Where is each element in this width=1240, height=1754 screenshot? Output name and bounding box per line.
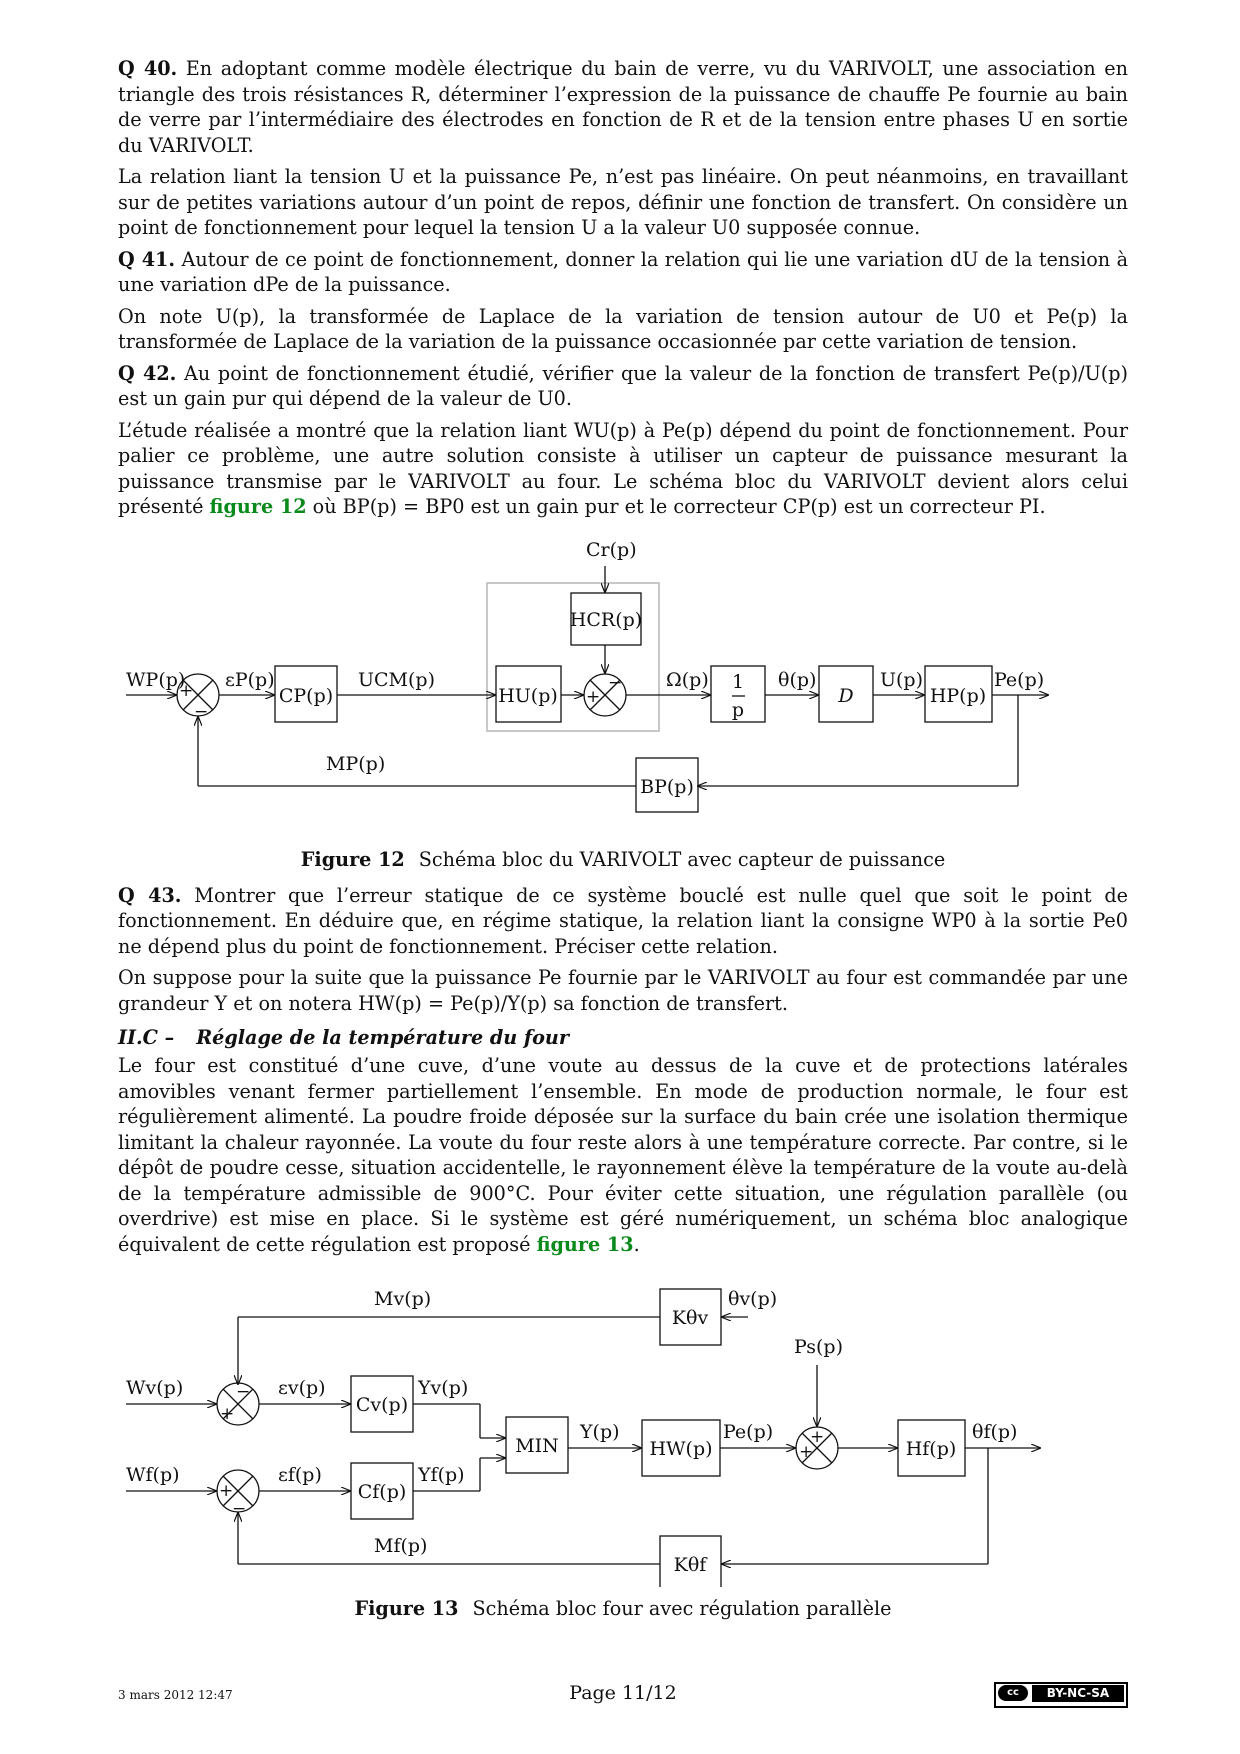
question-label: Q 41. xyxy=(118,247,176,271)
block-min-label: MIN xyxy=(515,1435,559,1457)
figure-12-link[interactable]: figure 12 xyxy=(209,495,307,518)
sum-minus-sign: − xyxy=(194,701,209,722)
question-41 xyxy=(118,247,1128,298)
signal-mf: Mf(p) xyxy=(374,1535,428,1557)
signal-ucm: UCM(p) xyxy=(358,668,435,691)
paragraph-hw-transfer: On suppose pour la suite que la puissance Pe fournie par le VARIVOLT au four est commandée par une grandeur Y et on notera HW(p) = Pe(p)/Y(p) sa fonction de transfert. xyxy=(118,966,1128,1015)
page-footer xyxy=(118,1682,1128,1712)
paragraph-text: . xyxy=(633,1232,640,1256)
signal-yv: Yv(p) xyxy=(418,1377,469,1399)
paragraph-text: L’étude réalisée a montré que la relation liant WU(p) à Pe(p) dépend du point de fonctionnement. Pour palier ce problème, une autre solution consiste à utiliser un capteur de puissance mesurant la puissance transmise par le VARIVOLT au four. Le schéma bloc du VARIVOLT devient alors celui présenté xyxy=(118,418,1128,518)
paragraph-laplace: On note U(p), la transformée de Laplace de la variation de tension autour de U0 et Pe(p) la transformée de Laplace de la variation de la puissance occasionnée par cette variation de tension. xyxy=(118,304,1128,353)
signal-cr: Cr(p) xyxy=(586,538,637,561)
paragraph-text: Le four est constitué d’une cuve, d’une voute au dessus de la cuve et de protections latérales amovibles venant fermer partiellement l’ensemble. En mode de production normale, le four est régulièrement alimenté. La poudre froide déposée sur la surface du bain crée une isolation thermique limitant la chaleur rayonnée. La voute du four reste alors à une température correcte. Par contre, si le dépôt de poudre cesse, situation accidentelle, le rayonnement élève la température de la voute au-delà de la température admissible de 900°C. Pour éviter cette situation, une régulation parallèle (ou overdrive) est mise en place. Si le système est géré numériquement, un schéma bloc analogique équivalent de cette régulation est proposé xyxy=(118,1054,1128,1256)
figure-12-caption xyxy=(118,848,1128,871)
question-40 xyxy=(118,56,1128,158)
section-title: Réglage de la température du four xyxy=(196,1026,569,1049)
paragraph-power-sensor xyxy=(118,418,1128,520)
figure-12-block-diagram xyxy=(118,538,1128,838)
signal-theta-v: θv(p) xyxy=(728,1288,778,1310)
block-k-theta-f-label: Kθf xyxy=(673,1554,707,1576)
block-hf-label: Hf(p) xyxy=(905,1438,957,1460)
sum-minus-sign: − xyxy=(608,672,623,693)
document-page xyxy=(118,56,1128,1632)
signal-u: U(p) xyxy=(880,668,924,691)
question-42 xyxy=(118,361,1128,412)
signal-yf: Yf(p) xyxy=(418,1464,465,1486)
figure-13-caption xyxy=(118,1597,1128,1620)
question-label: Q 42. xyxy=(118,361,177,385)
signal-omega: Ω(p) xyxy=(666,668,709,691)
question-text: Montrer que l’erreur statique de ce système bouclé est nulle quel que soit le point de fonctionnement. En déduire que, en régime statique, la relation liant la consigne WP0 à la sortie Pe0 ne dépend plus du point de fonctionnement. Préciser cette relation. xyxy=(118,883,1128,958)
caption-text: Schéma bloc four avec régulation parallèle xyxy=(472,1597,892,1620)
signal-ep: εP(p) xyxy=(225,668,275,691)
caption-label: Figure 13 xyxy=(354,1597,459,1620)
signal-pe: Pe(p) xyxy=(994,668,1045,691)
block-integrator-num: 1 xyxy=(731,670,745,693)
caption-text: Schéma bloc du VARIVOLT avec capteur de puissance xyxy=(418,847,946,871)
question-label: Q 43. xyxy=(118,883,182,907)
sum-plus-sign: + xyxy=(219,1481,234,1501)
paragraph-text: où BP(p) = BP0 est un gain pur et le correcteur CP(p) est un correcteur PI. xyxy=(312,495,1046,518)
question-text: Autour de ce point de fonctionnement, donner la relation qui lie une variation dU de la tension à une variation dPe de la puissance. xyxy=(118,247,1129,296)
block-bp-label: BP(p) xyxy=(640,775,694,798)
sum-plus-sign: + xyxy=(220,1404,235,1424)
creative-commons-icon: cc xyxy=(998,1685,1028,1701)
block-hu-label: HU(p) xyxy=(498,684,558,707)
block-hp-label: HP(p) xyxy=(929,684,987,707)
signal-ef: εf(p) xyxy=(278,1464,322,1486)
block-cf-label: Cf(p) xyxy=(357,1481,407,1503)
question-text: En adoptant comme modèle électrique du bain de verre, vu du VARIVOLT, une association en triangle des trois résistances R, déterminer l’expression de la puissance de chauffe Pe fournie au bain de verre par l’intermédiaire des électrodes en fonction de R et de la tension entre phases U en sortie du VARIVOLT. xyxy=(118,57,1128,157)
block-hw-label: HW(p) xyxy=(649,1438,713,1460)
paragraph-linearization: La relation liant la tension U et la puissance Pe, n’est pas linéaire. On peut néanmoins, en travaillant sur de petites variations autour d’un point de repos, définir une fonction de transfert. On considère un point de fonctionnement pour lequel la tension U a la valeur U0 supposée connue. xyxy=(118,165,1128,239)
signal-wf: Wf(p) xyxy=(126,1464,180,1486)
varivolt-group-frame xyxy=(487,583,659,731)
caption-label: Figure 12 xyxy=(300,847,405,871)
figure-13-block-diagram xyxy=(118,1277,1128,1587)
block-k-theta-v-label: Kθv xyxy=(671,1307,709,1329)
block-integrator-den: p xyxy=(731,698,745,721)
signal-ps: Ps(p) xyxy=(794,1336,844,1358)
signal-pe: Pe(p) xyxy=(723,1421,774,1443)
section-heading xyxy=(118,1026,1128,1049)
block-cv-label: Cv(p) xyxy=(355,1394,409,1416)
figure-13-link[interactable]: figure 13 xyxy=(536,1232,634,1256)
question-text: Au point de fonctionnement étudié, vérifier que la valeur de la fonction de transfert Pe(p)/U(p) est un gain pur qui dépend de la valeur de U0. xyxy=(118,361,1128,410)
sum-minus-sign: − xyxy=(236,1382,251,1402)
block-cp-label: CP(p) xyxy=(278,684,334,707)
question-label: Q 40. xyxy=(118,57,178,80)
license-badge[interactable] xyxy=(994,1682,1128,1708)
sum-plus-sign: + xyxy=(179,680,194,701)
sum-minus-sign: − xyxy=(232,1499,247,1519)
block-d-label: D xyxy=(838,684,854,707)
signal-mv: Mv(p) xyxy=(374,1288,432,1310)
signal-mp: MP(p) xyxy=(326,752,386,775)
sum-plus-sign: + xyxy=(799,1442,814,1462)
signal-y: Y(p) xyxy=(580,1421,620,1443)
signal-theta: θ(p) xyxy=(778,668,817,691)
block-hcr-label: HCR(p) xyxy=(569,608,643,631)
license-text: BY-NC-SA xyxy=(1032,1685,1124,1702)
signal-wv: Wv(p) xyxy=(126,1377,184,1399)
footer-page-number: Page 11/12 xyxy=(569,1682,677,1704)
sum-plus-sign: + xyxy=(586,686,601,707)
signal-ev: εv(p) xyxy=(278,1377,326,1399)
signal-wp: WP(p) xyxy=(126,668,186,691)
sum-plus-sign: + xyxy=(810,1427,825,1447)
footer-date: 3 mars 2012 12:47 xyxy=(118,1688,233,1702)
signal-theta-f: θf(p) xyxy=(972,1421,1018,1443)
paragraph-oven-description xyxy=(118,1053,1128,1257)
question-43 xyxy=(118,883,1128,960)
section-number: II.C – xyxy=(118,1026,175,1049)
